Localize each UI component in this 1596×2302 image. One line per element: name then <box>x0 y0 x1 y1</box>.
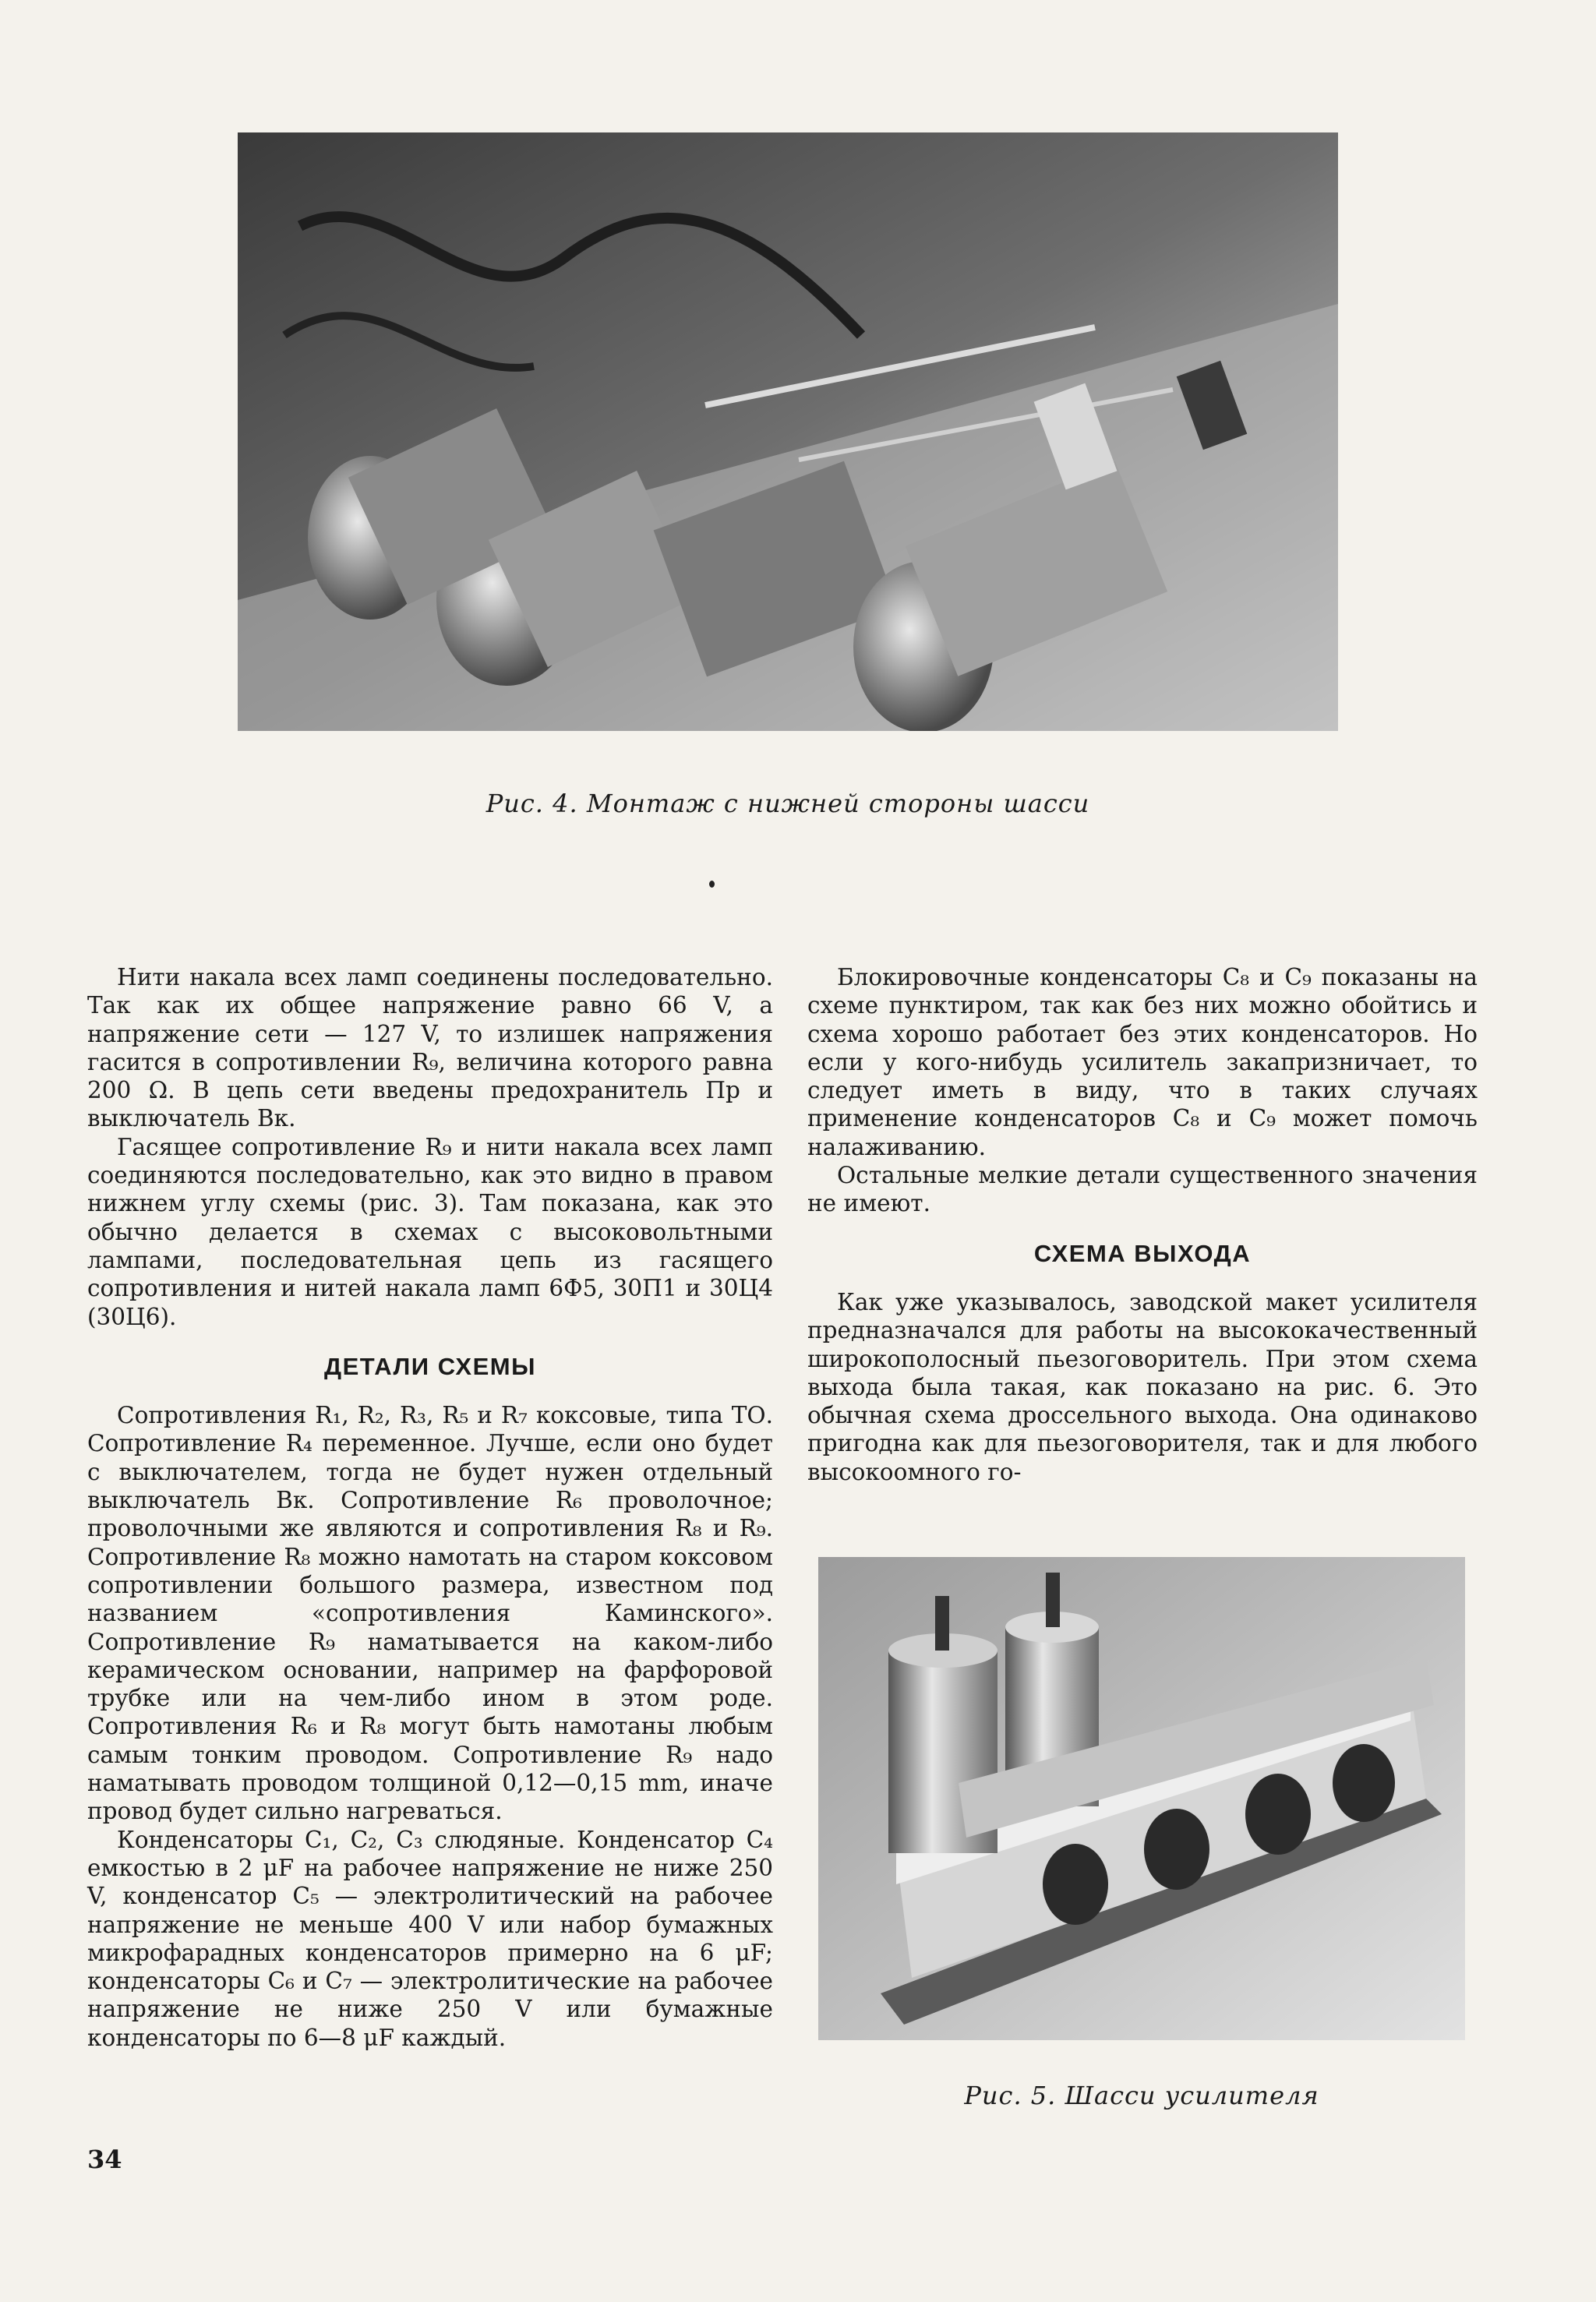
section-heading-output: СХЕМА ВЫХОДА <box>1033 1239 1252 1267</box>
left-column <box>87 963 773 2052</box>
left-paragraph-2: Гасящее сопротивление R₉ и нити накала всех ламп соединяются последовательно, как это видно в правом нижнем углу схемы (рис. 3). Там показана, как это обычно делается в схемах с высоковольтными лампами, последовательная цепь из гасящего сопротивления и нитей накала ламп 6Ф5, 30П1 и 30Ц4 (30Ц6). <box>87 1133 773 1330</box>
left-paragraph-3: Сопротивления R₁, R₂, R₃, R₅ и R₇ коксовые, типа ТО. Сопротивление R₄ переменное. Лучше, если оно будет с выключателем, тогда не будет нужен отдельный выключатель Вк. Сопротивление R₆ проволочное; проволочными же являются и сопротивления R₈ и R₉. Сопротивление R₈ можно намотать на старом коксовом сопротивлении большого размера, известном под названием «сопротивления Каминского». Сопротивление R₉ наматывается на каком-либо керамическом основании, например на фарфоровой трубке или на чем-либо ином в этом роде. Сопротивления R₆ и R₈ могут быть намотаны любым самым тонким проводом. Сопротивление R₉ надо наматывать проводом толщиной 0,12—0,15 mm, иначе провод будет сильно нагреваться. <box>87 1402 773 1825</box>
left-paragraph-1: Нити накала всех ламп соединены последовательно. Так как их общее напряжение равно 66 V, а напряжение сети — 127 V, то излишек напряжения гасится в сопротивлении R₉, величина которого равна 200 Ω. В цепь сети введены предохранитель Пр и выключатель Вк. <box>87 964 773 1132</box>
figure-5-caption: Рис. 5. Шасси усилителя <box>964 2081 1319 2110</box>
right-column <box>807 963 1478 1486</box>
right-paragraph-3: Как уже указывалось, заводской макет усилителя предназначался для работы на высококачественный широкополосный пьезоговоритель. При этом схема выхода была такая, как показано на рис. 6. Это обычная схема дроссельного выхода. Она одинаково пригодна как для пьезоговорителя, так и для любого высокоомного го- <box>807 1288 1478 1485</box>
section-heading-details: ДЕТАЛИ СХЕМЫ <box>324 1352 536 1380</box>
separator-dot <box>709 881 715 888</box>
figure-4-caption: Рис. 4. Монтаж с нижней стороны шасси <box>486 789 1090 818</box>
left-paragraph-4: Конденсаторы C₁, C₂, C₃ слюдяные. Конденсатор C₄ емкостью в 2 μF на рабочее напряжение не ниже 250 V, конденсатор C₅ — электролитический на рабочее напряжение не меньше 400 V или набор бумажных микрофарадных конденсаторов примерно на 6 μF; конденсаторы C₆ и C₇ — электролитические на рабочее напряжение не ниже 250 V или бумажные конденсаторы по 6—8 μF каждый. <box>87 1826 773 2051</box>
figure-4-photo <box>238 132 1338 731</box>
page-number: 34 <box>87 2145 122 2174</box>
right-paragraph-2: Остальные мелкие детали существенного значения не имеют. <box>807 1162 1478 1217</box>
figure-5-photo <box>818 1557 1465 2040</box>
right-paragraph-1: Блокировочные конденсаторы C₈ и C₉ показаны на схеме пунктиром, так как без них можно обойтись и схема хорошо работает без этих конденсаторов. Но если у кого-нибудь усилитель закапризничает, то следует иметь в виду, что в таких случаях применение конденсаторов C₈ и C₉ может помочь налаживанию. <box>807 964 1478 1160</box>
